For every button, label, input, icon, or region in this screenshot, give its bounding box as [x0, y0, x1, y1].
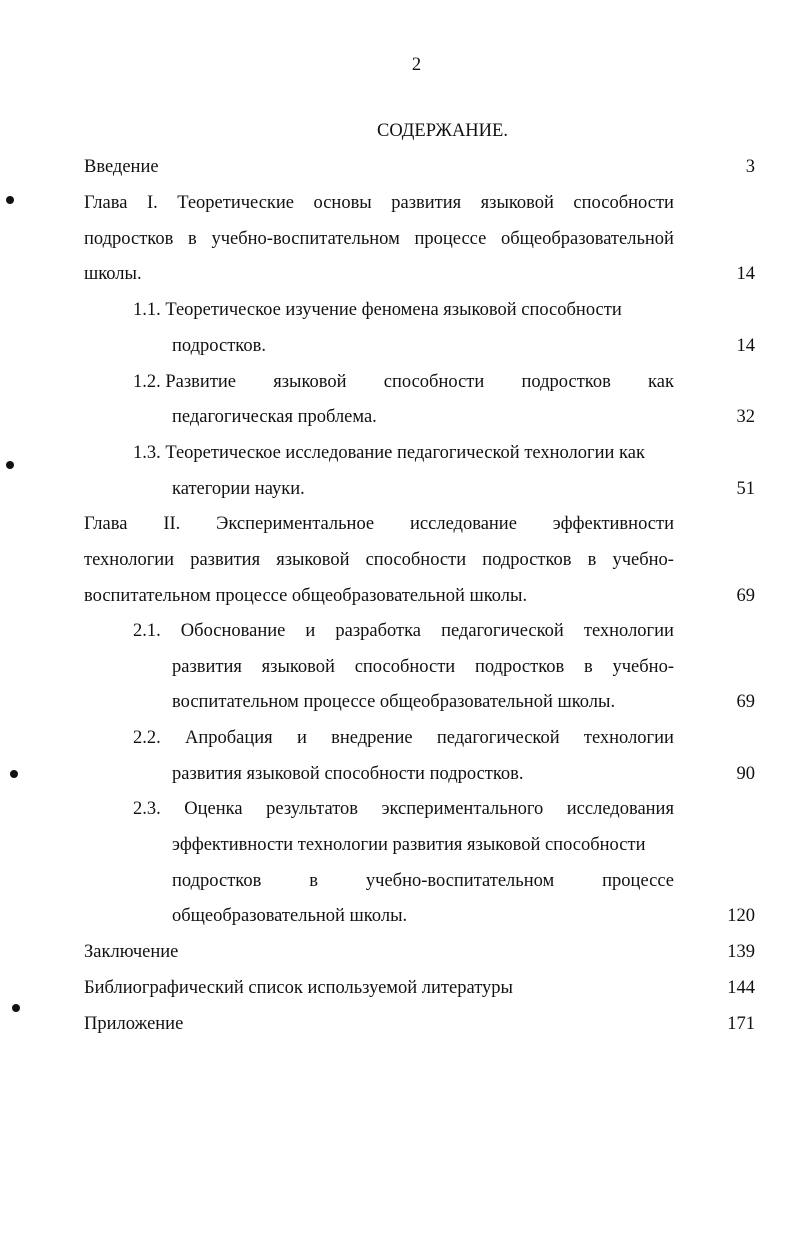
- chapter-2-line-1: Глава II. Экспериментальное исследование эффективности: [84, 514, 674, 534]
- toc-page-number: 51: [736, 479, 755, 499]
- section-1-2-line-2: педагогическая проблема.: [172, 407, 377, 427]
- toc-page-number: 14: [736, 264, 755, 284]
- toc-page-number: 144: [727, 978, 755, 998]
- section-1-2-line-1: 1.2. Развитие языковой способности подростков как: [133, 372, 674, 392]
- page-number: 2: [411, 55, 422, 75]
- toc-title: СОДЕРЖАНИЕ.: [377, 121, 508, 141]
- section-2-2-line-1: 2.2. Апробация и внедрение педагогической технологии: [133, 728, 674, 748]
- toc-page-number: 90: [736, 764, 755, 784]
- section-2-1-line-2: развития языковой способности подростков в учебно-: [172, 657, 674, 677]
- section-1-3-line-2: категории науки.: [172, 479, 305, 499]
- chapter-2-line-2: технологии развития языковой способности подростков в учебно-: [84, 550, 674, 570]
- toc-page-number: 139: [727, 942, 755, 962]
- toc-page-number: 120: [727, 906, 755, 926]
- chapter-1-line-3: школы.: [84, 264, 142, 284]
- chapter-1-line-2: подростков в учебно-воспитательном процессе общеобразовательной: [84, 229, 674, 249]
- chapter-2-line-3: воспитательном процессе общеобразовательной школы.: [84, 586, 528, 606]
- toc-entry-label: Приложение: [84, 1014, 184, 1034]
- section-1-1-line-2: подростков.: [172, 336, 266, 356]
- section-2-1-line-1: 2.1. Обоснование и разработка педагогической технологии: [133, 621, 674, 641]
- scan-mark: [6, 196, 14, 204]
- section-2-3-line-4: общеобразовательной школы.: [172, 906, 408, 926]
- scan-mark: [10, 770, 18, 778]
- section-2-1-line-3: воспитательном процессе общеобразовательной школы.: [172, 692, 616, 712]
- toc-entry-label: Введение: [84, 157, 159, 177]
- toc-page-number: 14: [736, 336, 755, 356]
- section-2-3-line-1: 2.3. Оценка результатов экспериментального исследования: [133, 799, 674, 819]
- section-2-3-line-3: подростков в учебно-воспитательном процессе: [172, 871, 674, 891]
- toc-entry-label: Библиографический список используемой литературы: [84, 978, 513, 998]
- toc-page-number: 32: [736, 407, 755, 427]
- section-1-1-line-1: 1.1. Теоретическое изучение феномена языковой способности: [133, 300, 622, 320]
- toc-page-number: 3: [745, 157, 755, 177]
- scan-mark: [12, 1004, 20, 1012]
- section-2-3-line-2: эффективности технологии развития языковой способности: [172, 835, 646, 855]
- toc-page-number: 69: [736, 586, 755, 606]
- section-1-3-line-1: 1.3. Теоретическое исследование педагогической технологии как: [133, 443, 645, 463]
- toc-entry-label: Заключение: [84, 942, 179, 962]
- section-2-2-line-2: развития языковой способности подростков.: [172, 764, 524, 784]
- chapter-1-line-1: Глава I. Теоретические основы развития языковой способности: [84, 193, 674, 213]
- toc-page-number: 171: [727, 1014, 755, 1034]
- toc-page-number: 69: [736, 692, 755, 712]
- scan-mark: [6, 461, 14, 469]
